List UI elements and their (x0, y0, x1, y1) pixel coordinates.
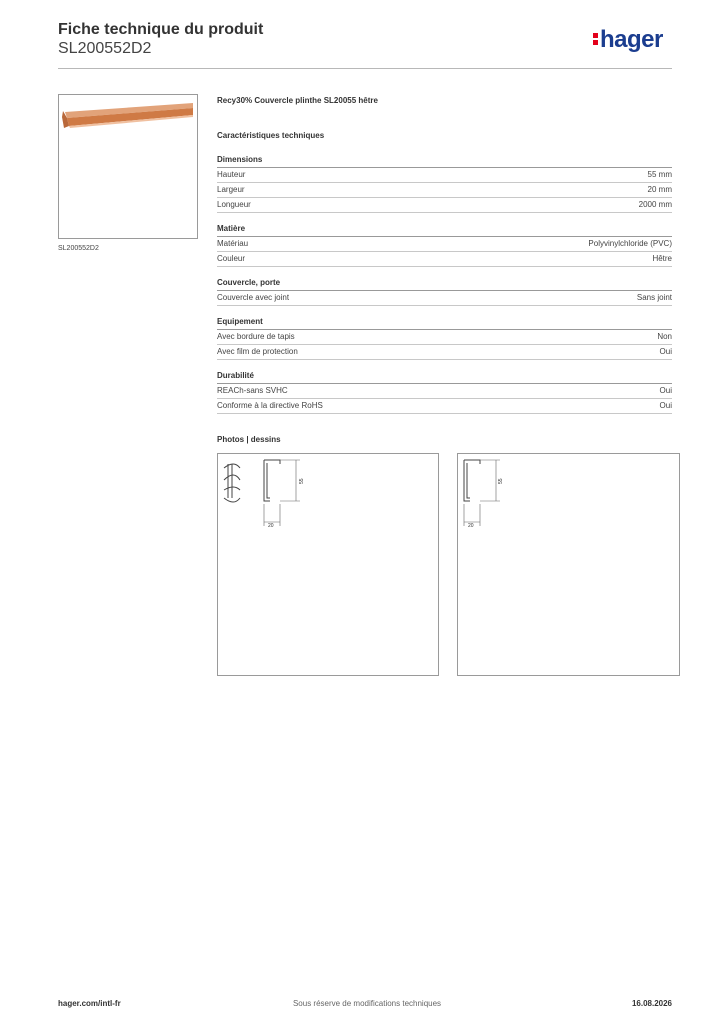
spec-row (217, 252, 672, 267)
spec-label: Avec film de protection (217, 347, 298, 356)
spec-label: Longueur (217, 200, 251, 209)
footer-website-link[interactable]: hager.com/intl-fr (58, 999, 121, 1008)
skirting-cover-image (59, 95, 197, 238)
spec-label: Couvercle avec joint (217, 293, 290, 302)
spec-group-title: Equipement (217, 317, 672, 330)
spec-group-cover (217, 278, 672, 306)
width-dimension-label: 20 (468, 523, 474, 529)
spec-value: Oui (659, 401, 672, 410)
page-title: Fiche technique du produit (58, 21, 264, 38)
profile-drawing (458, 454, 679, 675)
spec-group-dimensions (217, 155, 672, 213)
spec-label: Matériau (217, 239, 249, 248)
spec-row (217, 237, 672, 252)
spec-row (217, 384, 672, 399)
product-name: Recy30% Couvercle plinthe SL20055 hêtre (217, 96, 378, 105)
spec-group-title: Matière (217, 224, 672, 237)
spec-value: Oui (659, 386, 672, 395)
footer-date: 16.08.2026 (631, 999, 672, 1008)
spec-label: Avec bordure de tapis (217, 332, 295, 341)
spec-row (217, 291, 672, 306)
spec-value: Polyvinylchloride (PVC) (588, 239, 672, 248)
spec-value: Oui (659, 347, 672, 356)
spec-group-title: Durabilité (217, 371, 672, 384)
spec-label: Largeur (217, 185, 245, 194)
logo-text: hager (600, 26, 663, 53)
specs-title: Caractéristiques techniques (217, 131, 325, 140)
height-dimension-label: 55 (299, 478, 305, 484)
footer-notice: Sous réserve de modifications techniques (292, 999, 442, 1008)
product-reference: SL200552D2 (58, 40, 152, 57)
spec-group-durability (217, 371, 672, 414)
spec-row (217, 183, 672, 198)
height-dimension-label: 55 (498, 478, 504, 484)
product-photo (58, 94, 198, 239)
specifications-section (217, 96, 672, 425)
spec-row (217, 198, 672, 213)
spec-row (217, 330, 672, 345)
spec-label: Hauteur (217, 170, 246, 179)
photo-caption: SL200552D2 (58, 245, 99, 252)
header-divider (58, 68, 672, 69)
spec-value: Hêtre (652, 254, 672, 263)
spec-value: Non (657, 332, 672, 341)
photos-drawings-title: Photos | dessins (217, 435, 281, 444)
spec-label: REACh-sans SVHC (217, 386, 288, 395)
technical-drawing-1 (217, 453, 439, 676)
hager-logo (593, 28, 663, 52)
spec-label: Conforme à la directive RoHS (217, 401, 323, 410)
spec-group-title: Dimensions (217, 155, 672, 168)
spec-label: Couleur (217, 254, 246, 263)
profile-drawing-with-base (218, 454, 438, 675)
spec-row (217, 345, 672, 360)
spec-group-equipment (217, 317, 672, 360)
spec-value: 2000 mm (638, 200, 672, 209)
logo-dots-icon (593, 31, 598, 47)
technical-drawing-2 (457, 453, 680, 676)
spec-group-material (217, 224, 672, 267)
spec-value: 55 mm (647, 170, 672, 179)
width-dimension-label: 20 (268, 523, 274, 529)
spec-row (217, 168, 672, 183)
spec-value: 20 mm (647, 185, 672, 194)
spec-group-title: Couvercle, porte (217, 278, 672, 291)
spec-value: Sans joint (636, 293, 672, 302)
spec-row (217, 399, 672, 414)
